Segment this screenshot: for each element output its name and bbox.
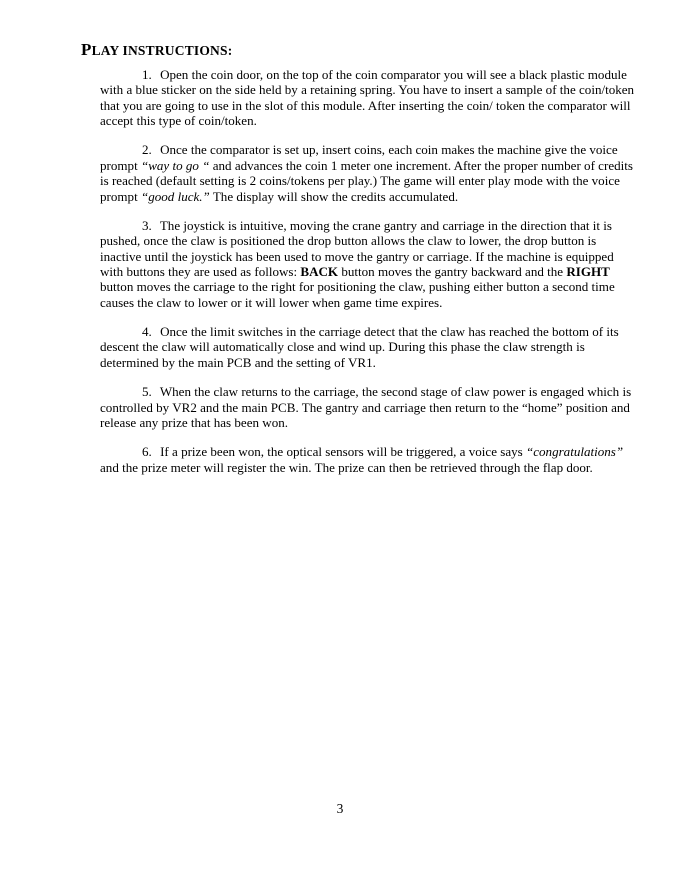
- step-text: Open the coin door, on the top of the coin comparator you will see a black plastic module with a blue sticker on the side held by a retaining spring. You have to insert a sample of the coin/token that you are going to use in the slot of this module. After inserting the coin/ token the comparator will accept this type of coin/token.: [100, 67, 635, 129]
- voice-prompt-way-to-go: “way to go “: [140, 157, 210, 173]
- heading-rest: LAY INSTRUCTIONS:: [91, 43, 233, 58]
- step-text: and the prize meter will register the win. The prize can then be retrieved through the flap door.: [100, 459, 593, 475]
- step-text: The display will show the credits accumulated.: [209, 188, 459, 204]
- step-number: 3.: [142, 217, 152, 233]
- page-number: 3: [336, 801, 344, 816]
- step-text: button moves the gantry backward and the: [338, 264, 567, 280]
- step-text: and advances the coin 1 meter one increment. After the proper number of credits is reached (default setting is 2 coins/tokens per play.) The game will enter play mode with the voice prompt: [100, 157, 633, 204]
- step-text: The joystick is intuitive, moving the crane gantry and carriage in the direction that it is pushed, once the claw is positioned the drop button allows the claw to lower, the drop button is inactive until the joystick has been used to move the gantry or carriage. If the machine is equipped with buttons they are used as follows:: [100, 217, 614, 280]
- step-text: When the claw returns to the carriage, the second stage of claw power is engaged which is controlled by VR2 and the main PCB. The gantry and carriage then return to the “home” position and release any prize that has been won.: [100, 384, 632, 430]
- step-text: Once the comparator is set up, insert coins, each coin makes the machine give the voice prompt: [100, 142, 618, 173]
- step-number: 1.: [142, 67, 152, 82]
- back-button-label: BACK: [300, 264, 339, 280]
- section-heading: [81, 40, 232, 61]
- step-number: 6.: [142, 444, 152, 460]
- instruction-step-6: [100, 444, 640, 475]
- voice-prompt-congratulations: “congratulations”: [525, 444, 624, 460]
- instruction-list: [100, 67, 640, 489]
- instruction-step-1: [100, 67, 640, 129]
- right-button-label: RIGHT: [566, 264, 610, 280]
- instruction-step-5: [100, 384, 640, 430]
- instruction-step-4: [100, 324, 640, 370]
- voice-prompt-good-luck: “good luck.”: [140, 188, 210, 204]
- instruction-step-3: [100, 218, 640, 310]
- step-number: 2.: [142, 142, 152, 158]
- step-number: 4.: [142, 324, 152, 340]
- step-text: button moves the carriage to the right for positioning the claw, pushing either button a second time causes the claw to lower or it will lower when game time expires.: [100, 279, 615, 310]
- instruction-step-2: [100, 142, 640, 204]
- step-text: Once the limit switches in the carriage detect that the claw has reached the bottom of its descent the claw will automatically close and wind up. During this phase the claw strength is determined by the main PCB and the setting of VR1.: [100, 324, 619, 370]
- step-text: If a prize been won, the optical sensors will be triggered, a voice says: [160, 444, 526, 460]
- heading-first-letter: P: [81, 40, 92, 59]
- step-number: 5.: [142, 384, 152, 400]
